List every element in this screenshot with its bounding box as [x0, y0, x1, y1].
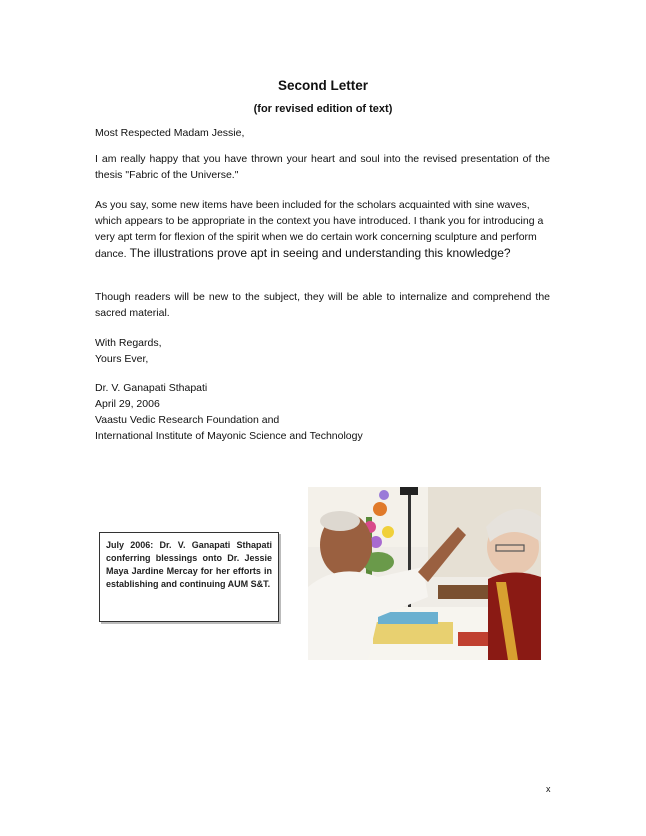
salutation: Most Respected Madam Jessie, [95, 127, 245, 139]
letter-subtitle: (for revised edition of text) [253, 103, 393, 115]
organization-1: Vaastu Vedic Research Foundation and [95, 414, 280, 426]
closing-yours: Yours Ever, [95, 353, 149, 365]
closing-regards: With Regards, [95, 337, 162, 349]
letter-date: April 29, 2006 [95, 398, 160, 410]
paragraph-2-main: As you say, some new items have been included for the scholars acquainted with sine waves, which appears to be appropriate in the context you have introduced. I thank you for introducing a very apt term for flexion of the spirit when we do certain work concerning sculpture and perform dance. [95, 199, 544, 260]
paragraph-3: Though readers will be new to the subject, they will be able to internalize and comprehend the sacred material. [95, 291, 550, 319]
paragraph-1: I am really happy that you have thrown your heart and soul into the revised presentation of the thesis "Fabric of the Universe." [95, 153, 550, 181]
letter-title: Second Letter [277, 78, 369, 93]
photo-caption-box [99, 532, 279, 622]
page-number: x [546, 784, 551, 794]
organization-2: International Institute of Mayonic Science and Technology [95, 430, 363, 442]
signature-block [95, 380, 363, 444]
paragraph-2-tail: The illustrations prove apt in seeing and understanding this knowledge? [126, 246, 511, 260]
blessing-photo-illustration [308, 487, 541, 660]
paragraph-2 [95, 197, 550, 262]
closing [95, 335, 162, 367]
signatory-name: Dr. V. Ganapati Sthapati [95, 382, 208, 394]
blessing-photo [308, 487, 541, 660]
photo-caption-text: July 2006: Dr. V. Ganapati Sthapati conferring blessings onto Dr. Jessie Maya Jardine Mercay for her efforts in establishing and continuing AUM S&T. [106, 540, 272, 589]
